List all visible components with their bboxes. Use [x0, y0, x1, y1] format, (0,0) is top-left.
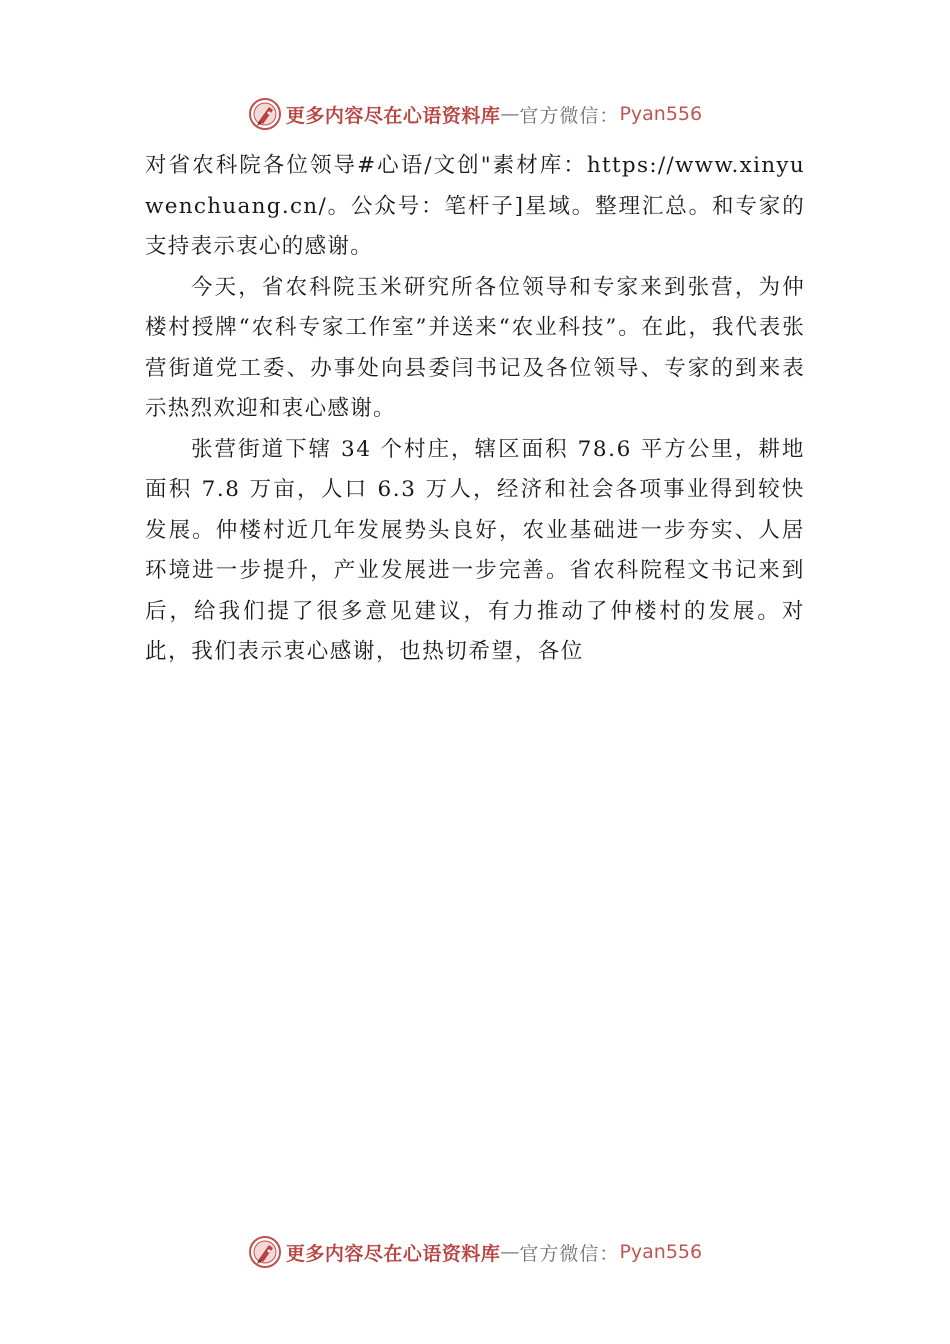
banner-dash: — [500, 1241, 520, 1263]
banner-wechat-id: Pyan556 [619, 1241, 703, 1263]
banner-subtitle: 官方微信： [519, 1242, 620, 1265]
header-banner [0, 94, 950, 134]
paragraph-1: 对省农科院各位领导#心语/文创"素材库：https://www.xinyuwenchuang.cn/。公众号：笔杆子]星域。整理汇总。和专家的支持表示衷心的感谢。 [145, 153, 805, 259]
banner-wechat-id: Pyan556 [619, 103, 703, 125]
footer-banner [0, 1232, 950, 1272]
banner-subtitle: 官方微信： [519, 104, 620, 127]
pen-nib-seal-icon [248, 97, 282, 131]
paragraph-2: 今天，省农科院玉米研究所各位领导和专家来到张营，为仲楼村授牌“农科专家工作室”并送来“农业科技”。在此，我代表张营街道党工委、办事处向县委闫书记及各位领导、专家的到来表示热烈欢迎和衷心感谢。 [145, 274, 805, 421]
banner-title: 更多内容尽在心语资料库 [285, 104, 501, 127]
banner-dash: — [500, 103, 520, 125]
banner-title: 更多内容尽在心语资料库 [285, 1242, 501, 1265]
paragraph-3: 张营街道下辖 34 个村庄，辖区面积 78.6 平方公里，耕地面积 7.8 万亩，人口 6.3 万人，经济和社会各项事业得到较快发展。仲楼村近几年发展势头良好，农业基础进一步夯实、人居环境进一步提升，产业发展进一步完善。省农科院程文书记来到后，给我们提了很多意见建议，有力推动了仲楼村的发展。对此，我们表示衷心感谢，也热切希望，各位 [145, 436, 805, 664]
document-body [145, 146, 805, 673]
pen-nib-seal-icon [248, 1235, 282, 1269]
